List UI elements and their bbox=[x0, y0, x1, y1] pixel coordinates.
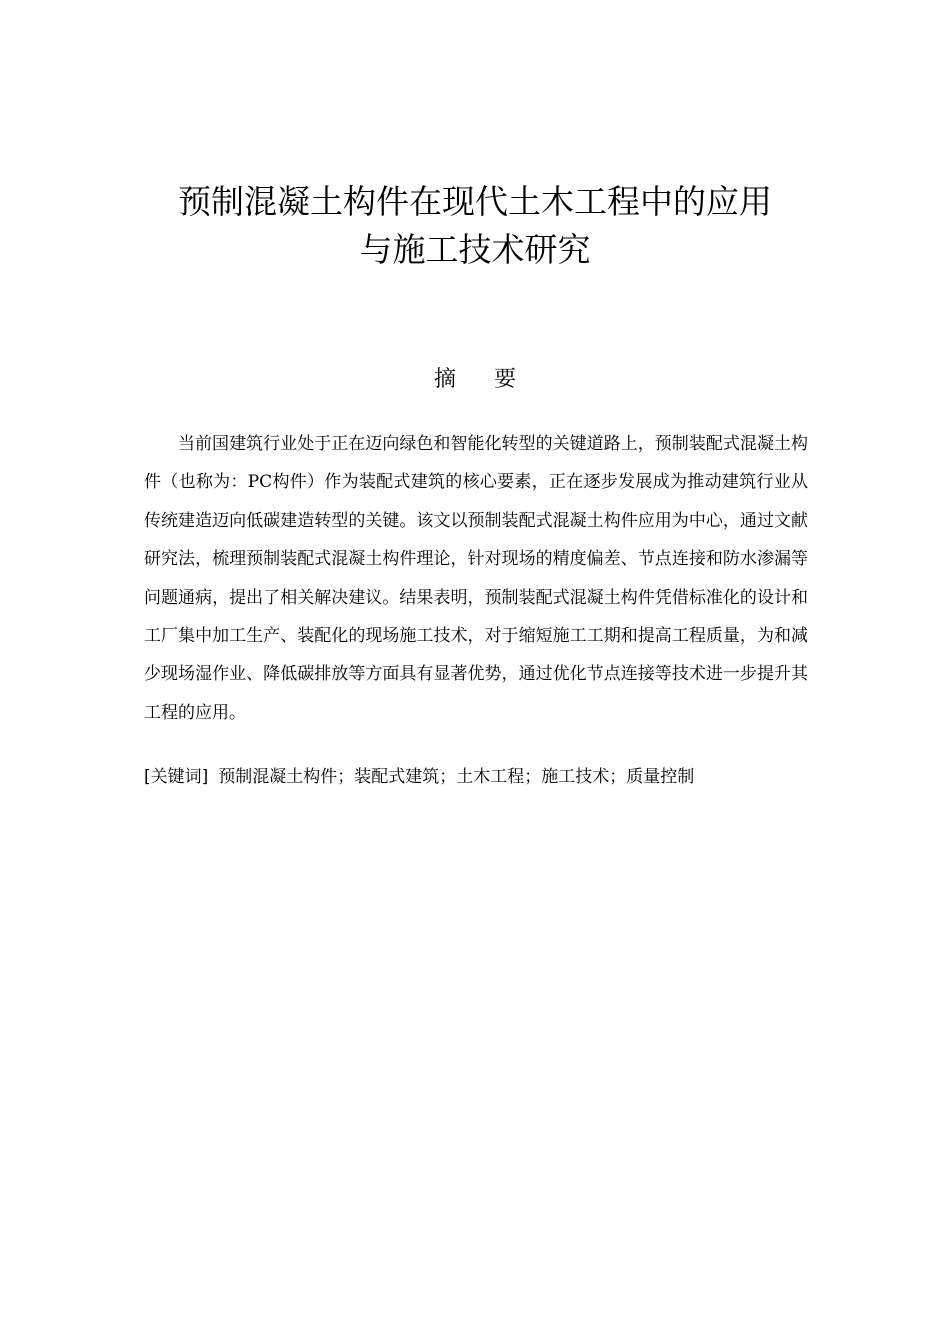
keywords-line bbox=[144, 758, 808, 796]
abstract-body: 当前国建筑行业处于正在迈向绿色和智能化转型的关键道路上，预制装配式混凝土构件（也称为：PC构件）作为装配式建筑的核心要素，正在逐步发展成为推动建筑行业从传统建造迈向低碳建造转型的关键。该文以预制装配式混凝土构件应用为中心，通过文献研究法，梳理预制装配式混凝土构件理论，针对现场的精度偏差、节点连接和防水渗漏等问题通病，提出了相关解决建议。结果表明，预制装配式混凝土构件凭借标准化的设计和工厂集中加工生产、装配化的现场施工技术，对于缩短施工工期和提高工程质量，为和减少现场湿作业、降低碳排放等方面具有显著优势，通过优化节点连接等技术进一步提升其工程的应用。 bbox=[144, 434, 808, 723]
keywords-label: [关键词] bbox=[144, 767, 209, 787]
abstract-heading: 摘要 bbox=[433, 367, 554, 392]
paper-title-line-1: 预制混凝土构件在现代土木工程中的应用 bbox=[178, 182, 772, 221]
paper-title-line-2: 与施工技术研究 bbox=[359, 230, 591, 269]
keywords-text: 预制混凝土构件；装配式建筑；土木工程；施工技术；质量控制 bbox=[218, 767, 695, 787]
